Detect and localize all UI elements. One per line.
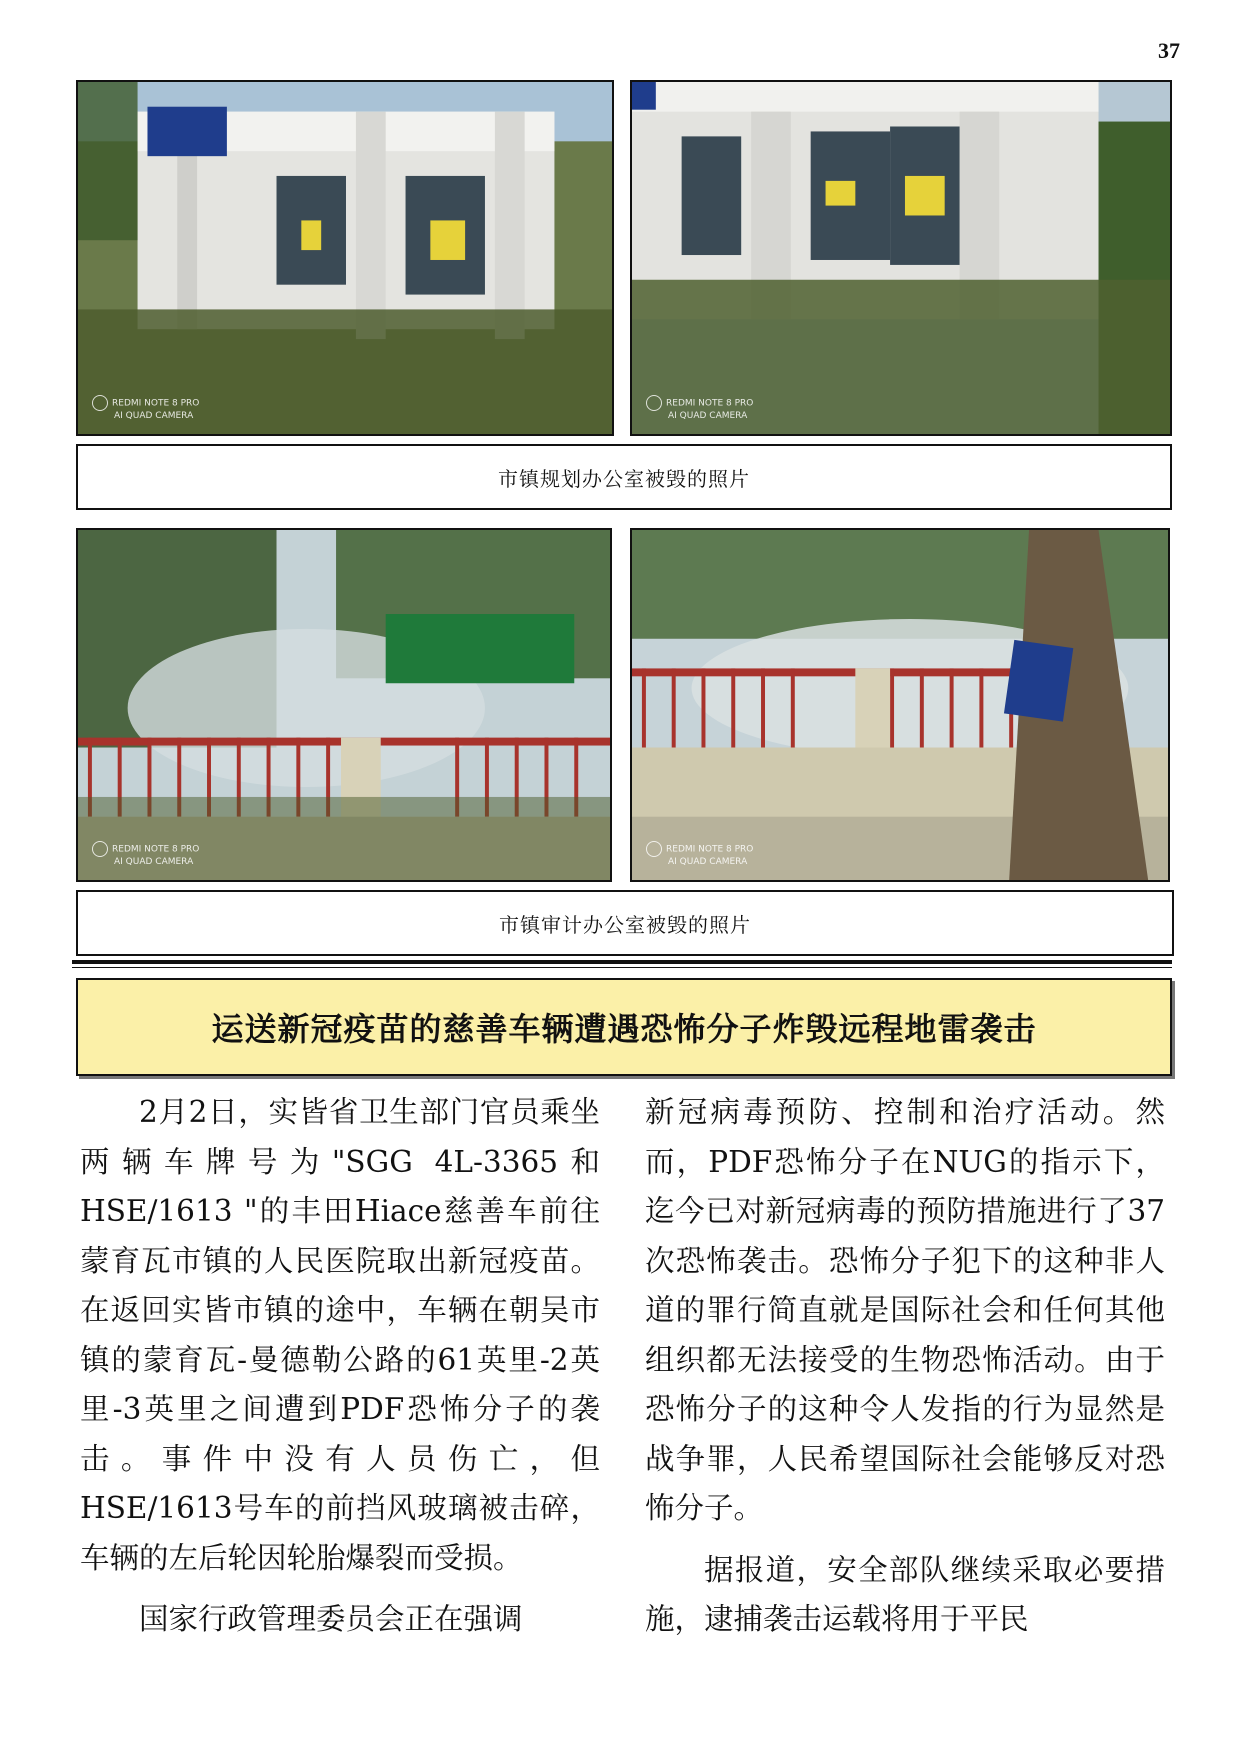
headline-box [76, 978, 1172, 1076]
caption-audit-office [76, 890, 1174, 956]
watermark-line-2: AI QUAD CAMERA [668, 411, 748, 421]
article-left-column [80, 1088, 600, 1657]
paragraph: 国家行政管理委员会正在强调 [139, 1602, 523, 1636]
paragraph: 据报道，安全部队继续采取必要措施，逮捕袭击运载将用于平民 [645, 1552, 1165, 1636]
article-right-column [645, 1088, 1165, 1657]
photo-audit-office-right [630, 528, 1170, 882]
camera-watermark-icon [646, 841, 662, 857]
photo-audit-office-left [76, 528, 612, 882]
watermark-line-1: REDMI NOTE 8 PRO [666, 398, 754, 409]
watermark-line-2: AI QUAD CAMERA [114, 411, 194, 421]
camera-watermark-icon [92, 395, 108, 411]
caption-planning-office [76, 444, 1172, 510]
camera-watermark [646, 841, 753, 868]
section-divider [72, 960, 1172, 964]
watermark-line-1: REDMI NOTE 8 PRO [112, 844, 200, 855]
camera-watermark [646, 395, 753, 422]
camera-watermark-icon [646, 395, 662, 411]
photo-planning-office-right [630, 80, 1172, 436]
camera-watermark [92, 395, 199, 422]
caption-text: 市镇审计办公室被毁的照片 [499, 912, 751, 937]
paragraph: 2月2日，实皆省卫生部门官员乘坐两辆车牌号为"SGG 4L-3365和HSE/1613 "的丰田Hiace慈善车前往蒙育瓦市镇的人民医院取出新冠疫苗。在返回实皆市镇的途中，车辆在朝吴市镇的蒙育瓦-曼德勒公路的61英里-2英里-3英里之间遭到PDF恐怖分子的袭击。事件中没有人员伤亡，但HSE/1613号车的前挡风玻璃被击碎，车辆的左后轮因轮胎爆裂而受损。 [80, 1095, 600, 1575]
watermark-line-2: AI QUAD CAMERA [668, 857, 748, 867]
photo-planning-office-left [76, 80, 614, 436]
caption-text: 市镇规划办公室被毁的照片 [498, 466, 750, 491]
camera-watermark-icon [92, 841, 108, 857]
watermark-line-1: REDMI NOTE 8 PRO [112, 398, 200, 409]
paragraph: 新冠病毒预防、控制和治疗活动。然而，PDF恐怖分子在NUG的指示下，迄今已对新冠病毒的预防措施进行了37次恐怖袭击。恐怖分子犯下的这种非人道的罪行简直就是国际社会和任何其他组织都无法接受的生物恐怖活动。由于恐怖分子的这种令人发指的行为显然是战争罪，人民希望国际社会能够反对恐怖分子。 [645, 1095, 1165, 1525]
camera-watermark [92, 841, 199, 868]
article-headline: 运送新冠疫苗的慈善车辆遭遇恐怖分子炸毁远程地雷袭击 [211, 1010, 1037, 1048]
page-number: 37 [1158, 38, 1180, 63]
watermark-line-1: REDMI NOTE 8 PRO [666, 844, 754, 855]
watermark-line-2: AI QUAD CAMERA [114, 857, 194, 867]
section-divider-thin [72, 967, 1172, 968]
